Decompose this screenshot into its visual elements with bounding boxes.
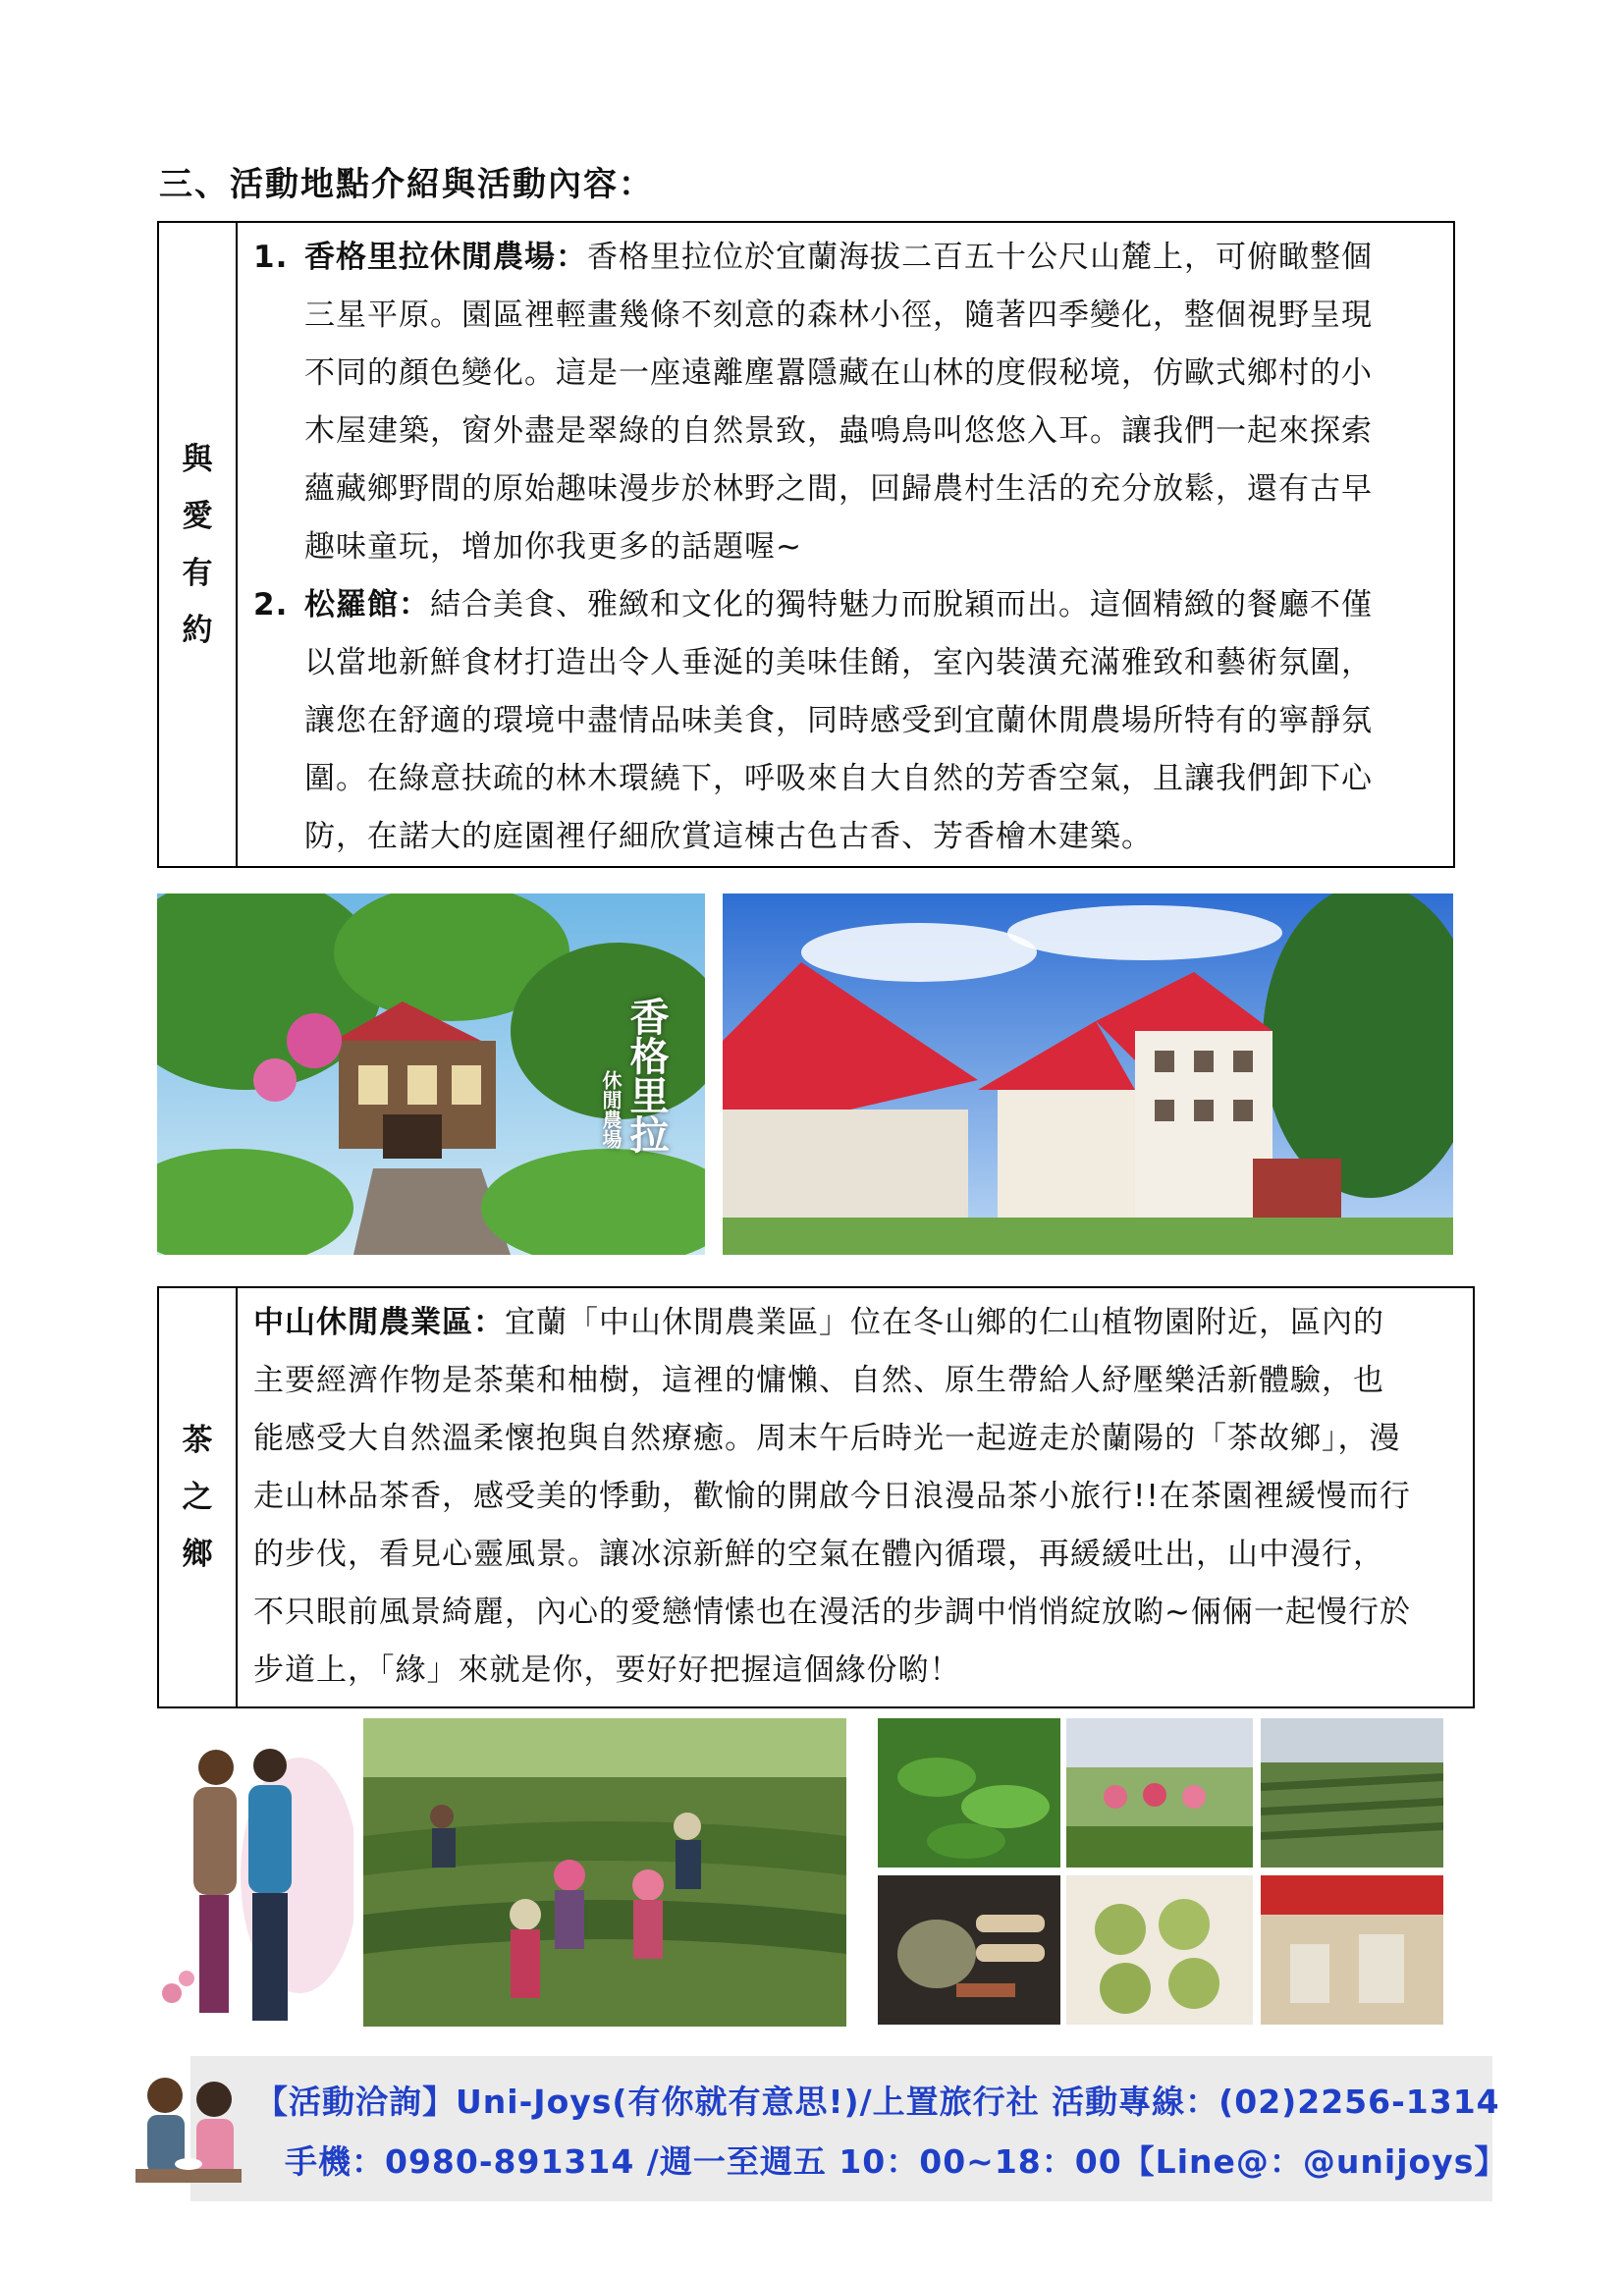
text-line: 能感受大自然溫柔懷抱與自然療癒。周末午后時光一起遊走於蘭陽的「茶故鄉」，漫 bbox=[253, 1421, 1401, 1456]
side-label-char: 之 bbox=[182, 1480, 213, 1515]
text-line: 香格里拉位於宜蘭海拔二百五十公尺山麓上，可俯瞰整個 bbox=[587, 240, 1373, 275]
photo-tea-picking bbox=[363, 1718, 846, 2027]
text-line: 防，在諾大的庭園裡仔細欣賞這棟古色古香、芳香檜木建築。 bbox=[304, 819, 1153, 854]
side-label-char: 有 bbox=[182, 555, 213, 591]
couple-coffee-illustration bbox=[126, 2066, 251, 2190]
text-line: 以當地新鮮食材打造出令人垂涎的美味佳餚，室內裝潢充滿雅致和藝術氛圍， bbox=[304, 645, 1373, 680]
text-line: 趣味童玩，增加你我更多的話題喔~ bbox=[304, 529, 802, 565]
item-number: 1. bbox=[253, 240, 289, 275]
photo-tea-rows bbox=[1261, 1718, 1443, 1868]
photo-red-roof-buildings bbox=[723, 893, 1453, 1255]
text-line: 木屋建築，窗外盡是翠綠的自然景致，蟲鳴鳥叫悠悠入耳。讓我們一起來探索 bbox=[304, 413, 1373, 449]
venue-table-tea bbox=[157, 1286, 1475, 1708]
venue-item-songluo bbox=[238, 576, 1443, 866]
photo-tea-set bbox=[1261, 1875, 1443, 2025]
venue-title: 香格里拉休閒農場： bbox=[304, 240, 587, 275]
text-line: 讓您在舒適的環境中盡情品味美食，同時感受到宜蘭休閒農場所特有的寧靜氛 bbox=[304, 703, 1373, 738]
venue-item-shangrila bbox=[238, 229, 1443, 576]
photo-tea-group bbox=[1066, 1718, 1253, 1868]
side-label-char: 鄉 bbox=[182, 1537, 213, 1572]
text-line: 不只眼前風景綺麗，內心的愛戀情愫也在漫活的步調中悄悄綻放喲~倆倆一起慢行於 bbox=[253, 1595, 1411, 1630]
footer-mobile-line: 手機：0980-891314 /週一至週五 10：00~18：00【Line@：@unijoys】 bbox=[285, 2142, 1508, 2181]
text-line: 的步伐，看見心靈風景。讓冰涼新鮮的空氣在體內循環，再緩緩吐出，山中漫行， bbox=[253, 1537, 1384, 1572]
photo-tea-leaves bbox=[878, 1718, 1060, 1868]
side-label-char: 茶 bbox=[182, 1423, 213, 1458]
photo-shangrila-entrance bbox=[157, 893, 705, 1255]
side-label-love bbox=[158, 222, 237, 867]
venue-descriptions bbox=[237, 222, 1454, 867]
tea-area-description bbox=[237, 1287, 1474, 1707]
item-number: 2. bbox=[253, 587, 289, 623]
text-line: 蘊藏鄉野間的原始趣味漫步於林野之間，回歸農村生活的充分放鬆，還有古早 bbox=[304, 471, 1373, 507]
side-label-tea bbox=[158, 1287, 237, 1707]
text-line: 結合美食、雅緻和文化的獨特魅力而脫穎而出。這個精緻的餐廳不僅 bbox=[430, 587, 1373, 623]
text-line: 步道上，「緣」來就是你，要好好把握這個緣份喲！ bbox=[253, 1652, 961, 1688]
side-label-char: 愛 bbox=[182, 498, 213, 534]
text-line: 三星平原。園區裡輕畫幾條不刻意的森林小徑，隨著四季變化，整個視野呈現 bbox=[304, 298, 1373, 333]
photo-tea-snack bbox=[878, 1875, 1060, 2025]
side-label-char: 與 bbox=[182, 441, 213, 477]
text-line: 宜蘭「中山休閒農業區」位在冬山鄉的仁山植物園附近，區內的 bbox=[505, 1305, 1384, 1340]
venue-table-love bbox=[157, 221, 1455, 868]
photo-matcha-cakes bbox=[1066, 1875, 1253, 2025]
text-line: 不同的顏色變化。這是一座遠離塵囂隱藏在山林的度假秘境，仿歐式鄉村的小 bbox=[304, 355, 1373, 391]
side-label-char: 約 bbox=[182, 612, 213, 648]
text-line: 主要經濟作物是茶葉和柚樹，這裡的慵懶、自然、原生帶給人紓壓樂活新體驗，也 bbox=[253, 1363, 1384, 1398]
text-line: 走山林品茶香，感受美的悸動，歡愉的開啟今日浪漫品茶小旅行!!在茶園裡緩慢而行 bbox=[253, 1479, 1411, 1514]
footer-inquiry-line: 【活動洽詢】Uni-Joys(有你就有意思!)/上置旅行社 活動專線：(02)2256-1314 bbox=[255, 2083, 1500, 2121]
venue-title: 中山休閒農業區： bbox=[253, 1305, 505, 1340]
photo-caption-title: 香格里拉 bbox=[623, 997, 670, 1154]
photo-caption-subtitle: 休閒農場 bbox=[599, 1070, 623, 1149]
text-line: 圍。在綠意扶疏的林木環繞下，呼吸來自大自然的芳香空氣，且讓我們卸下心 bbox=[304, 761, 1373, 796]
section-heading: 三、活動地點介紹與活動內容： bbox=[159, 165, 654, 204]
couple-illustration bbox=[133, 1738, 353, 2032]
venue-title: 松羅館： bbox=[304, 587, 430, 623]
